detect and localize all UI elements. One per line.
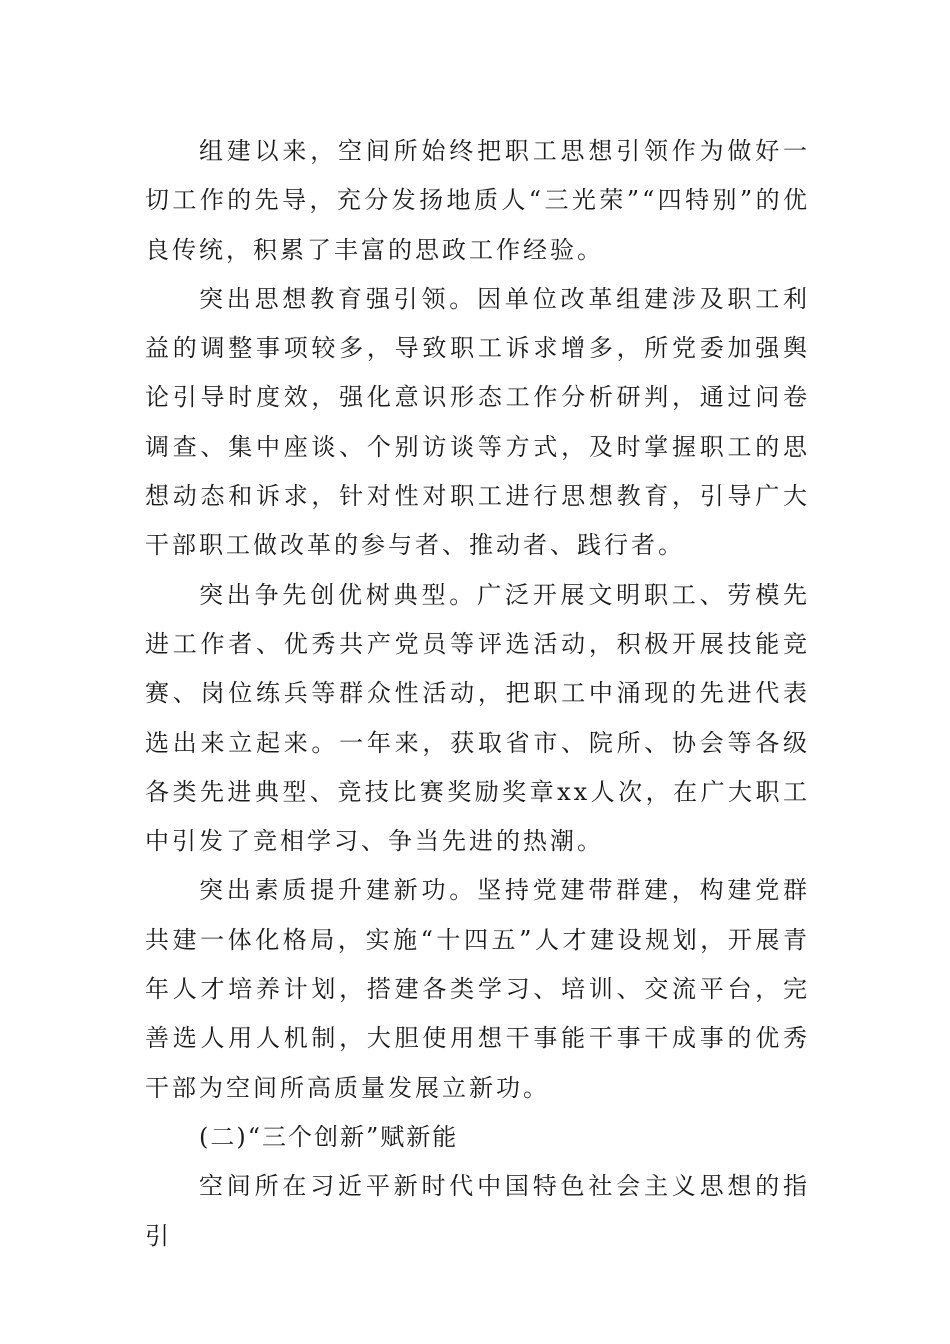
paragraph-quality-improvement: 突出素质提升建新功。坚持党建带群建，构建党群共建一体化格局，实施“十四五”人才建设规划，开展青年人才培养计划，搭建各类学习、培训、交流平台，完善选人用人机制，大胆使用想干事能干事干成事的优秀干部为空间所高质量发展立新功。	[145, 876, 810, 1102]
section-heading: (二)“三个创新”赋新能	[199, 1122, 459, 1151]
paragraph-final: 空间所在习近平新时代中国特色社会主义思想的指引	[145, 1172, 810, 1250]
paragraph-intro: 组建以来，空间所始终把职工思想引领作为做好一切工作的先导，充分发扬地质人“三光荣”“四特别”的优良传统，积累了丰富的思政工作经验。	[145, 137, 810, 264]
paragraph-ideological-education: 突出思想教育强引领。因单位改革组建涉及职工利益的调整事项较多，导致职工诉求增多，所党委加强舆论引导时度效，强化意识形态工作分析研判，通过问卷调查、集中座谈、个别访谈等方式，及时掌握职工的思想动态和诉求，针对性对职工进行思想教育，引导广大干部职工做改革的参与者、推动者、践行者。	[145, 284, 810, 560]
paragraph-excellence-models: 突出争先创优树典型。广泛开展文明职工、劳模先进工作者、优秀共产党员等评选活动，积极开展技能竞赛、岗位练兵等群众性活动，把职工中涌现的先进代表选出来立起来。一年来，获取省市、院所、协会等各级各类先进典型、竞技比赛奖励奖章xx人次，在广大职工中引发了竞相学习、争当先进的热潮。	[145, 580, 810, 856]
document-body	[145, 127, 810, 1261]
